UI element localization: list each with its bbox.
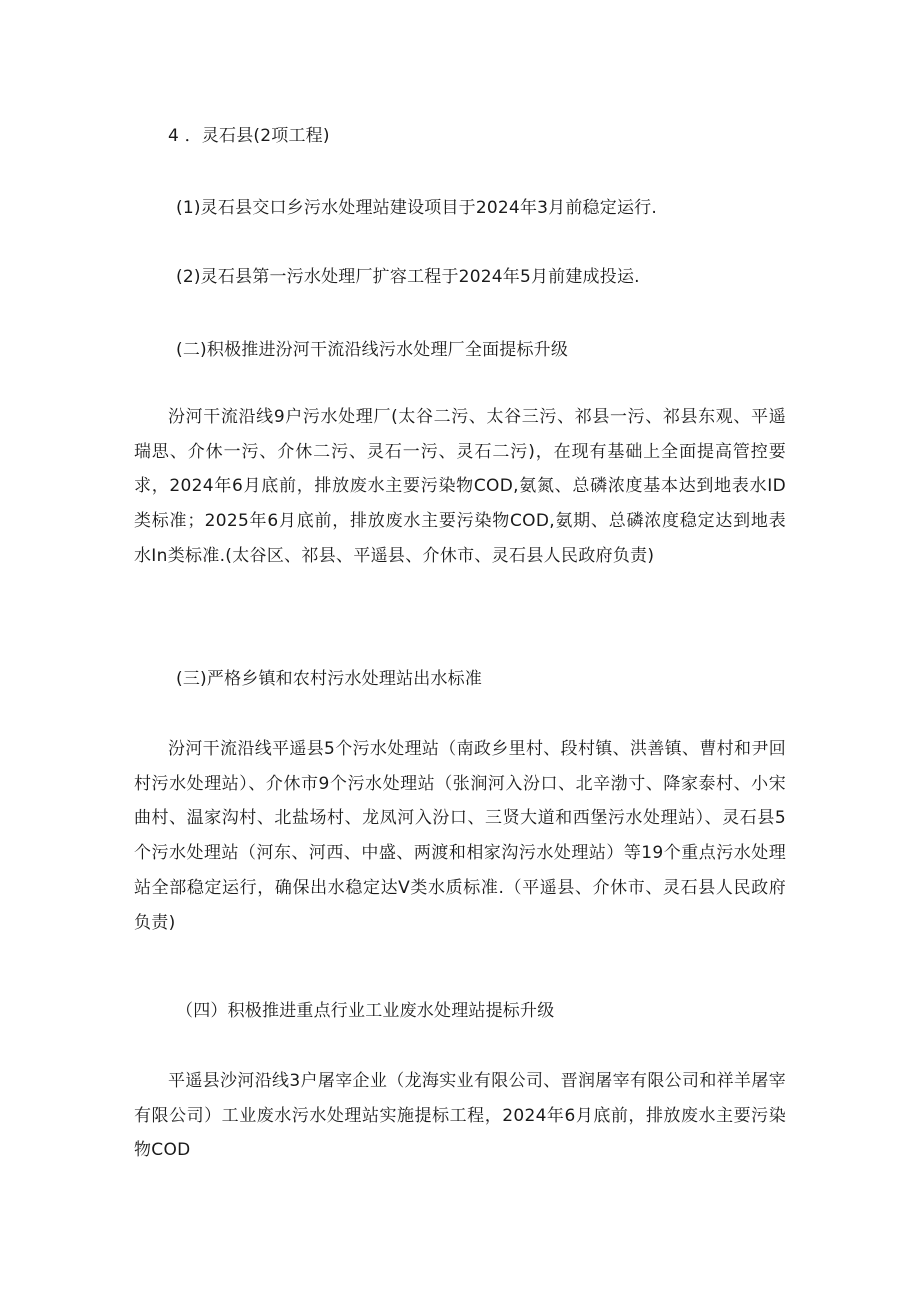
section-2-title: (二)积极推进汾河干流沿线污水处理厂全面提标升级 [176,340,569,360]
section-2-body: 汾河干流沿线9户污水处理厂(太谷二污、太谷三污、祁县一污、祁县东观、平遥瑞思、介休一污、介休二污、灵石一污、灵石二污)，在现有基础上全面提高管控要求，2024年6月底前，排放废水主要污染物COD,氨氮、总磷浓度基本达到地表水ID类标准；2025年6月底前，排放废水主要污染物COD,氨期、总磷浓度稳定达到地表水In类标准.(太谷区、祁县、平遥县、介休市、灵石县人民政府负责) [134,407,786,566]
section-3-body: 汾河干流沿线平遥县5个污水处理站（南政乡里村、段村镇、洪善镇、曹村和尹回村污水处理站）、介休市9个污水处理站（张涧河入汾口、北辛渤寸、降家泰村、小宋曲村、温家沟村、北盐场村、龙凤河入汾口、三贤大道和西堡污水处理站）、灵石县5个污水处理站（河东、河西、中盛、两渡和相家沟污水处理站）等19个重点污水处理站全部稳定运行，确保出水稳定达V类水质标准.（平遥县、介休市、灵石县人民政府负责) [134,739,786,933]
section-4-title: （四）积极推进重点行业工业废水处理站提标升级 [176,1001,555,1021]
list-item-2: (2)灵石县第一污水处理厂扩容工程于2024年5月前建成投运. [176,267,640,287]
list-item-1: (1)灵石县交口乡污水处理站建设项目于2024年3月前稳定运行. [176,198,657,218]
section-4-body: 平遥县沙河沿线3户屠宰企业（龙海实业有限公司、晋润屠宰有限公司和祥羊屠宰有限公司）工业废水污水处理站实施提标工程，2024年6月底前，排放废水主要污染物COD [134,1071,786,1161]
heading-lingshi-county: 4 ．灵石县(2项工程) [168,126,330,146]
section-3-title: (三)严格乡镇和农村污水处理站出水标准 [176,669,483,689]
